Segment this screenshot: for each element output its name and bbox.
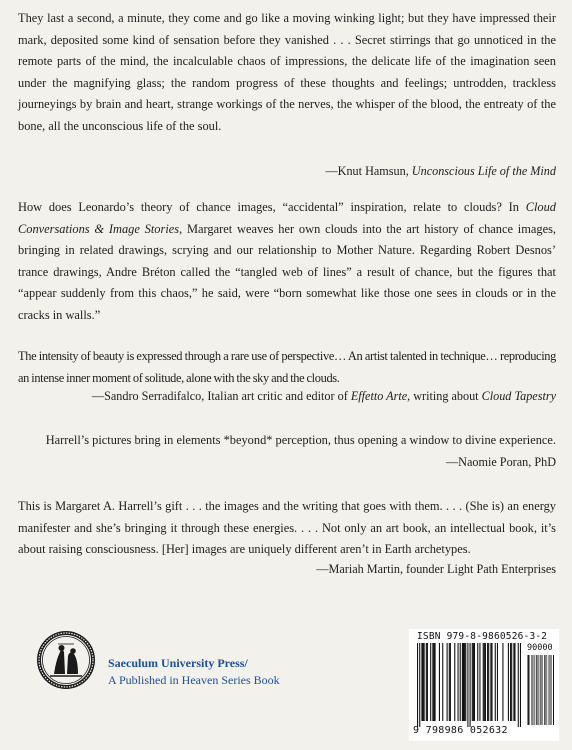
publisher-info [108, 655, 280, 689]
hamsun-attribution-work: Unconscious Life of the Mind [411, 164, 556, 178]
barcode-bar [483, 643, 484, 721]
barcode-bar [484, 643, 485, 721]
publisher-name: Saeculum University Press/ [108, 656, 248, 670]
barcode-bar [426, 643, 427, 721]
isbn-barcode [409, 629, 559, 741]
paragraph2-part1: How does Leonardo’s theory of chance images, “accidental” inspiration, relate to clouds? In [18, 200, 526, 214]
hamsun-attribution [18, 161, 556, 181]
price-code: 90000 [527, 643, 553, 653]
series-name: A Published in Heaven Series Book [108, 673, 280, 687]
barcode-bar [427, 643, 428, 721]
barcode-bar [520, 643, 521, 727]
barcode-bar [485, 643, 486, 721]
hamsun-quote [18, 8, 556, 138]
barcode-bar [462, 643, 463, 721]
barcode-bar [488, 643, 489, 721]
barcode-bar [419, 643, 420, 727]
isbn-label: ISBN 979-8-9860526-3-2 [417, 631, 548, 642]
barcode-bar [417, 643, 418, 727]
ean-barcode-bars [415, 643, 523, 727]
serradifalco-attribution [18, 386, 556, 406]
barcode-bar [490, 643, 491, 721]
barcode-bar [463, 643, 464, 721]
barcode-bar [470, 643, 471, 727]
martin-attribution [18, 559, 556, 579]
barcode-bar [442, 643, 443, 721]
barcode-bar [422, 643, 423, 721]
barcode-bar [474, 643, 475, 721]
paragraph2-part2: , Margaret weaves her own clouds into the art history of chance images, bringing in related drawings, scrying and our relationship to Mother Nature. Regarding Robert Desnos’ trance drawings, Andre Bréton called the “tangled web of lines” a result of chance, but the figures that “appear suddenly from this chaos,” he said, were “born somewhat like those one sees in clouds or in the cracks in walls.” [18, 221, 556, 322]
barcode-bar [430, 643, 431, 721]
barcode-bar [460, 643, 461, 721]
barcode-bar [510, 643, 511, 721]
barcode-bar [464, 643, 465, 721]
martin-quote [18, 496, 556, 561]
barcode-bar [433, 643, 434, 721]
barcode-bar [454, 643, 455, 721]
barcode-bar [447, 643, 448, 721]
barcode-bar [467, 643, 468, 727]
price-addon-bars [527, 655, 555, 725]
serradifalco-quote-text: The intensity of beauty is expressed through a rare use of perspective… An artist talented in technique… reproducing an intense inner moment of solitude, alone with the sky and the clouds. [18, 349, 556, 385]
hamsun-quote-text: They last a second, a minute, they come and go like a moving winking light; but they have impressed their mark, deposited some kind of sensation before they vanished . . . Secret stirrings that go unnoticed in the remote parts of the mind, the incalculable chaos of impressions, the delicate life of the imagination seen under the magnifying glass; the random progress of these thoughts and feelings; untrodden, trackless journeyings by brain and heart, strange workings of the nerves, the whisper of the blood, the entreaty of the bone, all the unconscious life of the soul. [18, 11, 556, 133]
poran-quote-text: Harrell’s pictures bring in elements *beyond* perception, thus opening a window to divine experience. [45, 433, 556, 447]
poran-attribution-text: —Naomie Poran, PhD [445, 455, 556, 469]
barcode-bar [450, 643, 451, 721]
barcode-bar [473, 643, 474, 721]
paragraph2-book-title: Cloud Conversations & Image Stories [18, 200, 556, 236]
serradifalco-attribution-work2: Cloud Tapestry [481, 389, 556, 403]
chance-images-paragraph [18, 197, 556, 327]
martin-quote-text: This is Margaret A. Harrell’s gift . . . the images and the writing that goes with them. . . . (She is) an energy manifester and she’s bringing it through these energies. . . . Not only an art book, an intellectual book, it’s about raising consciousness. [Her] images are uniquely different aren’t in Earth archetypes. [18, 499, 556, 557]
barcode-bar [487, 643, 488, 721]
barcode-bar [502, 643, 503, 721]
serradifalco-attribution-mid: writing about [410, 389, 482, 403]
barcode-bar [424, 643, 425, 721]
barcode-bar [508, 643, 509, 721]
barcode-bar [458, 643, 459, 721]
barcode-bar [477, 643, 478, 721]
barcode-bar [495, 643, 496, 721]
serradifalco-attribution-prefix: —Sandro Serradifalco, Italian art critic and editor of [91, 389, 351, 403]
barcode-bar [511, 643, 512, 721]
barcode-bar [514, 643, 515, 721]
serradifalco-attribution-work1: Effetto Arte, [350, 389, 411, 403]
barcode-bar [479, 643, 480, 721]
hamsun-attribution-name: —Knut Hamsun, [325, 164, 412, 178]
barcode-bar [472, 643, 473, 721]
barcode-bar [432, 643, 433, 721]
serradifalco-quote [18, 346, 556, 389]
barcode-bar [513, 643, 514, 721]
barcode-bar [435, 643, 436, 721]
barcode-bar [449, 643, 450, 721]
martin-attribution-text: —Mariah Martin, founder Light Path Enterprises [316, 562, 556, 576]
poran-attribution [18, 452, 556, 472]
barcode-bar [421, 643, 422, 721]
barcode-bar [497, 643, 498, 721]
saeculum-seal-icon [36, 630, 96, 690]
poran-quote [18, 430, 556, 450]
barcode-bar [439, 643, 440, 721]
barcode-bar [491, 643, 492, 721]
barcode-digits: 9 798986 052632 [413, 725, 508, 736]
barcode-bar [518, 643, 519, 727]
barcode-bar [465, 643, 466, 721]
